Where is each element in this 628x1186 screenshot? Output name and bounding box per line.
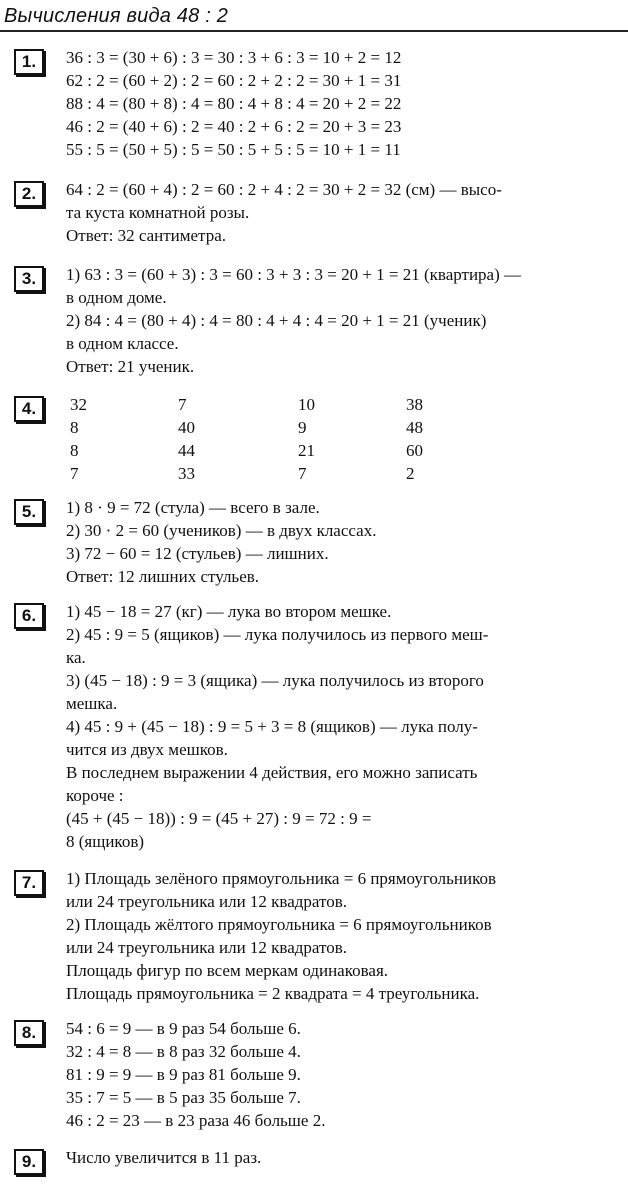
solution-line: 1) 8 · 9 = 72 (стула) — всего в зале. <box>66 498 320 517</box>
solution-line: 62 : 2 = (60 + 2) : 2 = 60 : 2 + 2 : 2 = 30 + 1 = 31 <box>66 71 402 90</box>
solution-line: В последнем выражении 4 действия, его можно записать <box>66 763 478 782</box>
solution-line: 2) 45 : 9 = 5 (ящиков) — лука получилось из первого меш- <box>66 625 489 644</box>
solution-line: 2) Площадь жёлтого прямоугольника = 6 прямоугольников <box>66 915 492 934</box>
solution-line: 32 : 4 = 8 — в 8 раз 32 больше 4. <box>66 1042 301 1061</box>
solution-line: 35 : 7 = 5 — в 5 раз 35 больше 7. <box>66 1088 301 1107</box>
solution-line: (45 + (45 − 18)) : 9 = (45 + 27) : 9 = 72 : 9 = <box>66 809 372 828</box>
grid-cell: 33 <box>178 464 195 483</box>
grid-cell: 7 <box>298 464 307 483</box>
solution-line: или 24 треугольника или 12 квадратов. <box>66 938 348 957</box>
solution-line: 4) 45 : 9 + (45 − 18) : 9 = 5 + 3 = 8 (ящиков) — лука полу- <box>66 717 478 736</box>
solution-line: 54 : 6 = 9 — в 9 раз 54 больше 6. <box>66 1019 301 1038</box>
task-body <box>66 178 624 247</box>
answer-line: Число увеличится в 11 раз. <box>66 1148 262 1167</box>
task-body <box>66 1146 624 1169</box>
grid-cell: 21 <box>298 441 315 460</box>
answer-line: Ответ: 21 ученик. <box>66 357 195 376</box>
grid-cell: 60 <box>406 441 423 460</box>
grid-cell: 10 <box>298 395 315 414</box>
solution-line: или 24 треугольника или 12 квадратов. <box>66 892 348 911</box>
solution-line: 2) 84 : 4 = (80 + 4) : 4 = 80 : 4 + 4 : 4 = 20 + 1 = 21 (ученик) <box>66 311 487 330</box>
solution-line: мешка. <box>66 694 118 713</box>
task-number: 9. <box>14 1149 44 1175</box>
grid-cell: 7 <box>178 395 187 414</box>
solution-line: ка. <box>66 648 86 667</box>
page-title: Вычисления вида 48 : 2 <box>4 5 229 27</box>
solution-line: в одном классе. <box>66 334 179 353</box>
task-number: 8. <box>14 1020 44 1046</box>
task-number: 5. <box>14 499 44 525</box>
answer-line: Ответ: 12 лишних стульев. <box>66 567 260 586</box>
solution-line: 8 (ящиков) <box>66 832 145 851</box>
solution-line: 64 : 2 = (60 + 4) : 2 = 60 : 2 + 4 : 2 = 30 + 2 = 32 (см) — высо- <box>66 180 502 199</box>
solution-line: 55 : 5 = (50 + 5) : 5 = 50 : 5 + 5 : 5 = 10 + 1 = 11 <box>66 140 401 159</box>
task-number: 3. <box>14 266 44 292</box>
solution-line: 3) 72 − 60 = 12 (стульев) — лишних. <box>66 544 329 563</box>
task-body <box>66 46 624 161</box>
task-number: 4. <box>14 396 44 422</box>
grid-cell: 48 <box>406 418 423 437</box>
solution-line: 36 : 3 = (30 + 6) : 3 = 30 : 3 + 6 : 3 = 10 + 2 = 12 <box>66 48 402 67</box>
solution-line: Площадь фигур по всем меркам одинаковая. <box>66 961 389 980</box>
solution-line: в одном доме. <box>66 288 167 307</box>
task-body <box>66 496 624 588</box>
task-number: 7. <box>14 870 44 896</box>
number-grid <box>70 393 624 485</box>
answer-line: Ответ: 32 сантиметра. <box>66 226 226 245</box>
grid-cell: 8 <box>70 441 79 460</box>
solution-line: Площадь прямоугольника = 2 квадрата = 4 треугольника. <box>66 984 480 1003</box>
task-body <box>66 263 624 378</box>
grid-cell: 9 <box>298 418 307 437</box>
solution-line: 46 : 2 = 23 — в 23 раза 46 больше 2. <box>66 1111 326 1130</box>
solution-line: 81 : 9 = 9 — в 9 раз 81 больше 9. <box>66 1065 301 1084</box>
solution-line: 1) Площадь зелёного прямоугольника = 6 прямоугольников <box>66 869 497 888</box>
grid-cell: 44 <box>178 441 195 460</box>
task-body <box>66 867 624 1005</box>
grid-cell: 40 <box>178 418 195 437</box>
task-number: 6. <box>14 603 44 629</box>
solution-line: 1) 63 : 3 = (60 + 3) : 3 = 60 : 3 + 3 : 3 = 20 + 1 = 21 (квартира) — <box>66 265 522 284</box>
solution-line: 46 : 2 = (40 + 6) : 2 = 40 : 2 + 6 : 2 = 20 + 3 = 23 <box>66 117 402 136</box>
solution-line: короче : <box>66 786 124 805</box>
solution-line: 3) (45 − 18) : 9 = 3 (ящика) — лука получилось из второго <box>66 671 484 690</box>
task-number: 1. <box>14 49 44 75</box>
grid-cell: 32 <box>70 395 87 414</box>
solution-line: та куста комнатной розы. <box>66 203 250 222</box>
grid-cell: 2 <box>406 464 415 483</box>
task-number: 2. <box>14 181 44 207</box>
title-underline <box>0 30 628 32</box>
task-body <box>66 1017 624 1132</box>
solution-line: 2) 30 · 2 = 60 (учеников) — в двух классах. <box>66 521 377 540</box>
grid-cell: 7 <box>70 464 79 483</box>
solution-line: 88 : 4 = (80 + 8) : 4 = 80 : 4 + 8 : 4 = 20 + 2 = 22 <box>66 94 402 113</box>
solution-line: 1) 45 − 18 = 27 (кг) — лука во втором мешке. <box>66 602 392 621</box>
grid-cell: 8 <box>70 418 79 437</box>
solution-line: чится из двух мешков. <box>66 740 228 759</box>
grid-cell: 38 <box>406 395 423 414</box>
task-body <box>66 600 624 853</box>
